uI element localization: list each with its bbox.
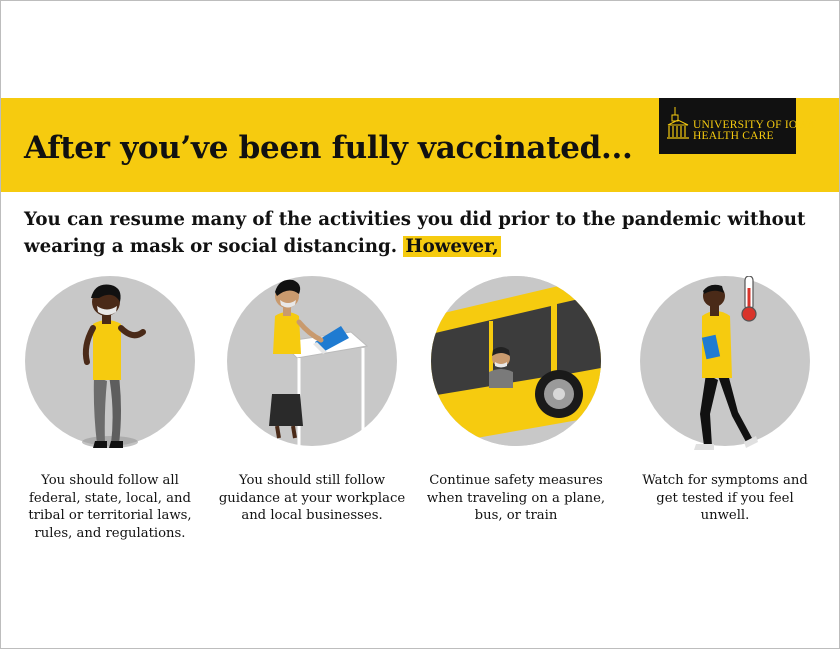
card-caption: Continue safety measures when traveling on a plane, bus, or train: [426, 473, 606, 523]
card-caption: You should still follow guidance at your workplace and local businesses.: [218, 473, 406, 523]
intro-highlight: However,: [405, 236, 499, 257]
bus-with-masked-passenger-illustration: [431, 276, 601, 446]
thermometer-icon: [742, 276, 756, 321]
woman-talking-with-mask-illustration: [15, 276, 205, 466]
card-caption: Watch for symptoms and get tested if you feel unwell.: [642, 473, 808, 523]
university-logo: [659, 98, 816, 154]
logo-line-university: UNIVERSITY OF IOWA: [693, 119, 816, 131]
intro-text: You can resume many of the activities you did prior to the pandemic without wearing a mask or social distancing.: [24, 209, 806, 257]
man-walking-with-thermometer-illustration: [630, 276, 820, 466]
intro-paragraph: [24, 206, 814, 260]
logo-line-health-care: HEALTH CARE: [693, 130, 774, 142]
card-caption: You should follow all federal, state, local, and tribal or territorial laws, rules, and regulations.: [28, 473, 192, 541]
capitol-building-icon: [666, 107, 690, 143]
card-circle: [431, 276, 601, 446]
woman-at-laptop-with-mask-illustration: [217, 276, 407, 466]
page-title: After you’ve been fully vaccinated...: [24, 130, 633, 166]
